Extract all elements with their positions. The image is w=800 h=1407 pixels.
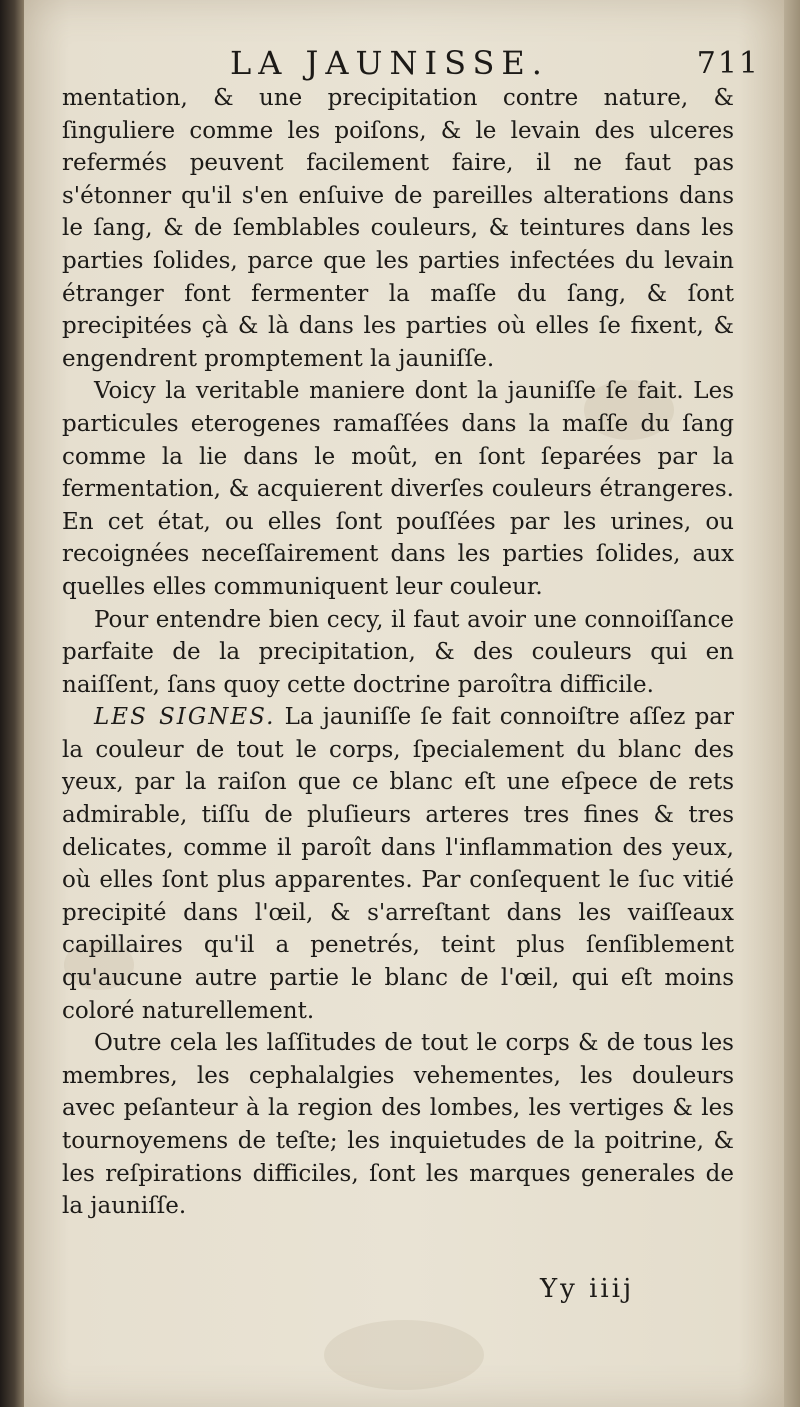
book-gutter-edge xyxy=(0,0,24,1407)
page-number: 711 xyxy=(696,46,760,81)
running-head-title: LA JAUNISSE. xyxy=(230,44,549,82)
paragraph-text: Pour entendre bien cecy, il faut avoir une connoiſſance parfaite de la precipitation, & des couleurs qui en naiſſent, ſans quoy cette doctrine paroîtra difficile. xyxy=(62,606,734,698)
paragraph-text: Outre cela les laſſitudes de tout le corps & de tous les membres, les cephalalgies vehementes, les douleurs avec peſanteur à la region des lombes, les vertiges & les tournoyemens de teſte; les inquietudes de la poitrine, & les reſpirations difficiles, ſont les marques generales de la jauniſſe. xyxy=(62,1030,734,1220)
page-fore-edge xyxy=(784,0,800,1407)
body-text xyxy=(62,82,734,1223)
paragraph-continuation xyxy=(62,82,734,375)
printer-signature-mark: Yy iiij xyxy=(540,1274,635,1304)
paragraph-text: mentation, & une precipitation contre nature, & ſinguliere comme les poiſons, & le levain des ulceres refermés peuvent facilement faire, il ne faut pas s'étonner qu'il s'en enſuive de pareilles alterations dans le ſang, & de ſemblables couleurs, & teintures dans les parties ſolides, parce que les parties infectées du levain étranger font fermenter la maſſe du ſang, & ſont precipitées çà & là dans les parties où elles ſe fixent, & engendrent promptement la jauniſſe. xyxy=(62,85,734,372)
book-page xyxy=(24,0,784,1407)
paper-stain xyxy=(324,1320,484,1390)
paragraph-text: La jauniſſe ſe fait connoiſtre aſſez par la couleur de tout le corps, ſpecialement du blanc des yeux, par la raiſon que ce blanc eſt une eſpece de rets admirable, tiſſu de pluſieurs arteres tres fines & tres delicates, comme il paroît dans l'inflammation des yeux, où elles ſont plus apparentes. Par conſequent le ſuc vitié precipité dans l'œil, & s'arreſtant dans les vaiſſeaux capillaires qu'il a penetrés, teint plus ſenſiblement qu'aucune autre partie le blanc de l'œil, qui eſt moins coloré naturellement. xyxy=(62,704,735,1024)
paragraph-general-marks xyxy=(62,1027,734,1223)
paragraph-mechanism xyxy=(62,375,734,603)
paragraph-text: Voicy la veritable maniere dont la jauniſſe ſe fait. Les particules eterogenes ramaſſées dans la maſſe du ſang comme la lie dans le moût, en ſont ſeparées par la fermentation, & acquierent diverſes couleurs étrangeres. En cet état, ou elles ſont pouſſées par les urines, ou recoignées neceſſairement dans les parties ſolides, aux quelles elles communiquent leur couleur. xyxy=(62,378,734,600)
paragraph-signs xyxy=(62,701,734,1027)
paragraph-understanding xyxy=(62,604,734,702)
section-label-signs: LES SIGNES. xyxy=(94,704,276,731)
